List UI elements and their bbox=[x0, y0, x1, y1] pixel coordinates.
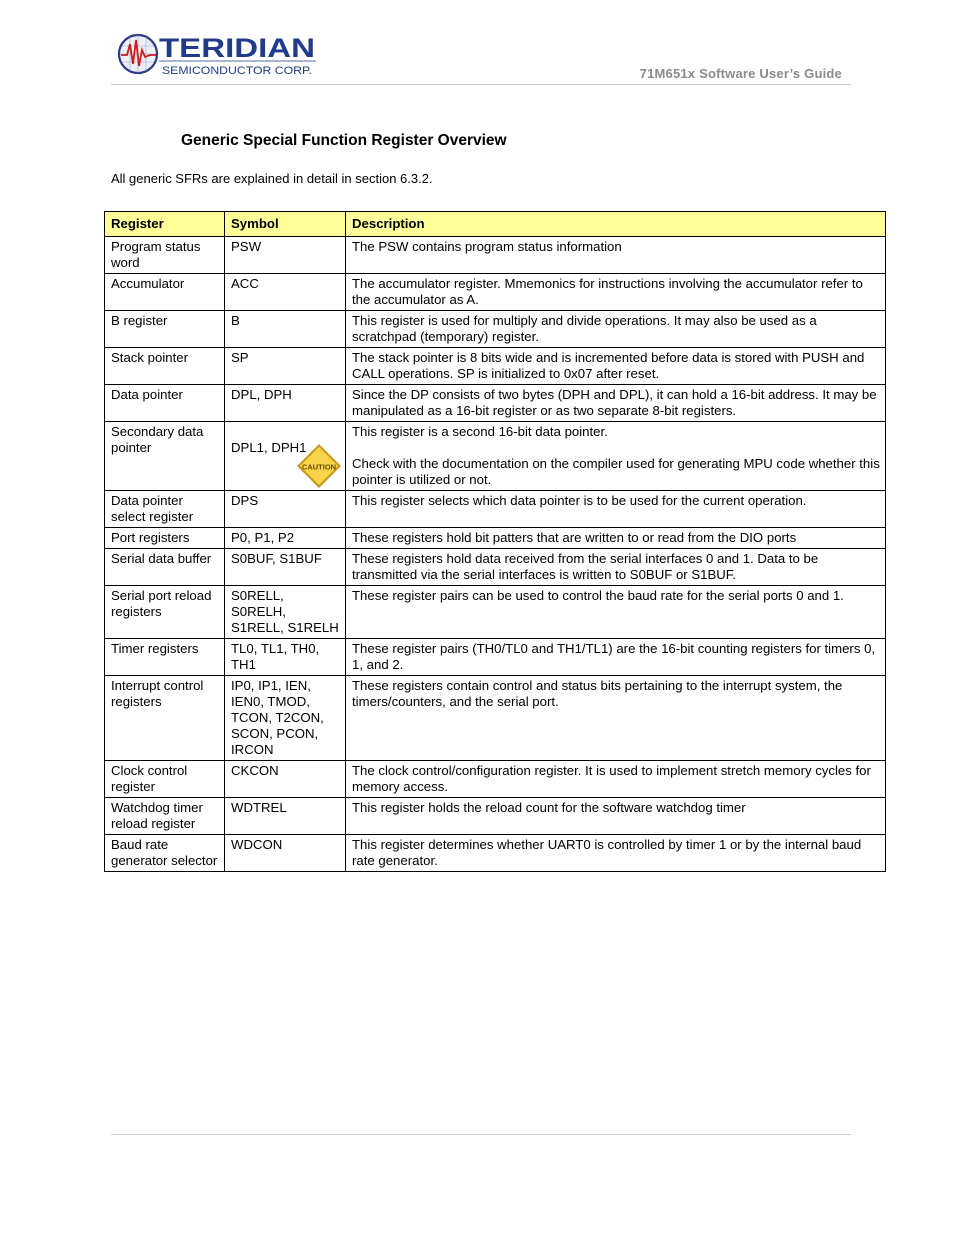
register-cell: Data pointer select register bbox=[105, 491, 225, 528]
description-cell: These registers hold bit patters that are written to or read from the DIO ports bbox=[346, 528, 886, 549]
description-cell: The accumulator register. Mmemonics for instructions involving the accumulator refer to the accumulator as A. bbox=[346, 274, 886, 311]
register-cell: B register bbox=[105, 311, 225, 348]
table-row bbox=[105, 798, 886, 835]
symbol-cell: S0BUF, S1BUF bbox=[225, 549, 346, 586]
section-heading: Generic Special Function Register Overview bbox=[181, 132, 507, 149]
register-cell: Program status word bbox=[105, 237, 225, 274]
table-row bbox=[105, 274, 886, 311]
footer-divider bbox=[111, 1134, 851, 1135]
table-row bbox=[105, 348, 886, 385]
register-cell: Accumulator bbox=[105, 274, 225, 311]
register-cell: Watchdog timer reload register bbox=[105, 798, 225, 835]
table-row bbox=[105, 311, 886, 348]
table-row bbox=[105, 835, 886, 872]
column-header-register: Register bbox=[105, 212, 225, 237]
caution-icon bbox=[295, 442, 343, 490]
sfr-table bbox=[104, 211, 886, 872]
symbol-cell: S0RELL, S0RELH, S1RELL, S1RELH bbox=[225, 586, 346, 639]
table-row bbox=[105, 639, 886, 676]
logo-subtext: SEMICONDUCTOR CORP. bbox=[162, 65, 312, 77]
symbol-cell: ACC bbox=[225, 274, 346, 311]
symbol-cell bbox=[225, 422, 346, 491]
logo-wordmark: TERIDIAN bbox=[159, 33, 315, 63]
description-cell: Since the DP consists of two bytes (DPH and DPL), it can hold a 16-bit address. It may be manipulated as a 16-bit register or as two separate 8-bit registers. bbox=[346, 385, 886, 422]
header-divider bbox=[111, 84, 851, 85]
table-row bbox=[105, 385, 886, 422]
table-row bbox=[105, 676, 886, 761]
table-row bbox=[105, 237, 886, 274]
symbol-text: DPL1, DPH1 bbox=[231, 440, 307, 455]
register-cell: Secondary data pointer bbox=[105, 422, 225, 491]
symbol-cell: IP0, IP1, IEN, IEN0, TMOD, TCON, T2CON, SCON, PCON, IRCON bbox=[225, 676, 346, 761]
document-title: 71M651x Software User’s Guide bbox=[639, 66, 842, 81]
register-cell: Baud rate generator selector bbox=[105, 835, 225, 872]
table-row bbox=[105, 761, 886, 798]
register-cell: Serial port reload registers bbox=[105, 586, 225, 639]
symbol-cell: TL0, TL1, TH0, TH1 bbox=[225, 639, 346, 676]
table-row bbox=[105, 586, 886, 639]
symbol-cell: DPS bbox=[225, 491, 346, 528]
table-row bbox=[105, 528, 886, 549]
register-cell: Interrupt control registers bbox=[105, 676, 225, 761]
description-cell: These registers hold data received from the serial interfaces 0 and 1. Data to be transmitted via the serial interfaces is written to S0BUF or S1BUF. bbox=[346, 549, 886, 586]
symbol-cell: P0, P1, P2 bbox=[225, 528, 346, 549]
column-header-symbol: Symbol bbox=[225, 212, 346, 237]
description-cell: The stack pointer is 8 bits wide and is incremented before data is stored with PUSH and CALL operations. SP is initialized to 0x07 after reset. bbox=[346, 348, 886, 385]
register-cell: Serial data buffer bbox=[105, 549, 225, 586]
description-cell: These register pairs (TH0/TL0 and TH1/TL1) are the 16-bit counting registers for timers 0, 1, and 2. bbox=[346, 639, 886, 676]
description-cell: These register pairs can be used to control the baud rate for the serial ports 0 and 1. bbox=[346, 586, 886, 639]
symbol-cell: B bbox=[225, 311, 346, 348]
intro-paragraph: All generic SFRs are explained in detail in section 6.3.2. bbox=[111, 171, 433, 186]
register-cell: Port registers bbox=[105, 528, 225, 549]
description-cell: The PSW contains program status information bbox=[346, 237, 886, 274]
register-cell: Stack pointer bbox=[105, 348, 225, 385]
description-cell: This register holds the reload count for the software watchdog timer bbox=[346, 798, 886, 835]
register-cell: Data pointer bbox=[105, 385, 225, 422]
caution-label: CAUTION bbox=[301, 462, 337, 472]
description-cell: This register is used for multiply and divide operations. It may also be used as a scratchpad (temporary) register. bbox=[346, 311, 886, 348]
symbol-cell: DPL, DPH bbox=[225, 385, 346, 422]
register-cell: Clock control register bbox=[105, 761, 225, 798]
description-cell: This register is a second 16-bit data pointer. Check with the documentation on the compiler used for generating MPU code whether this pointer is utilized or not. bbox=[346, 422, 886, 491]
description-cell: This register selects which data pointer is to be used for the current operation. bbox=[346, 491, 886, 528]
symbol-cell: CKCON bbox=[225, 761, 346, 798]
description-cell: This register determines whether UART0 is controlled by timer 1 or by the internal baud rate generator. bbox=[346, 835, 886, 872]
table-row bbox=[105, 491, 886, 528]
column-header-description: Description bbox=[346, 212, 886, 237]
table-header-row bbox=[105, 212, 886, 237]
register-cell: Timer registers bbox=[105, 639, 225, 676]
symbol-cell: PSW bbox=[225, 237, 346, 274]
symbol-cell: WDTREL bbox=[225, 798, 346, 835]
description-cell: These registers contain control and status bits pertaining to the interrupt system, the timers/counters, and the serial port. bbox=[346, 676, 886, 761]
description-cell: The clock control/configuration register. It is used to implement stretch memory cycles for memory access. bbox=[346, 761, 886, 798]
symbol-cell: SP bbox=[225, 348, 346, 385]
table-row bbox=[105, 549, 886, 586]
teridian-logo bbox=[116, 30, 322, 80]
table-row bbox=[105, 422, 886, 491]
symbol-cell: WDCON bbox=[225, 835, 346, 872]
